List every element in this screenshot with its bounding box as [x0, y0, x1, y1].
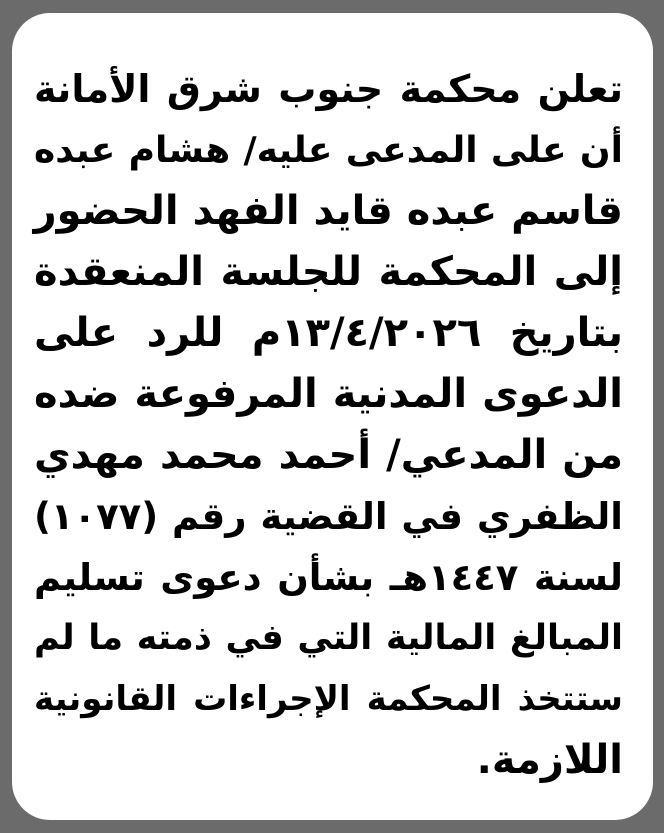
notice-line: أن على المدعى عليه/ هشام عبده [34, 130, 623, 171]
notice-card [12, 13, 653, 820]
notice-line: بتاريخ ١٣/٤/٢٠٢٦م للرد على [34, 310, 624, 356]
notice-line: الظفري في القضية رقم (١٠٧٧) [34, 495, 623, 538]
notice-line: قاسم عبده قايد الفهد الحضور [33, 188, 623, 234]
notice-line: لسنة ١٤٤٧هـ بشأن دعوى تسليم [34, 556, 623, 599]
notice-line: ستتخذ المحكمة الإجراءات القانونية [34, 679, 623, 719]
notice-line: تعلن محكمة جنوب شرق الأمانة [34, 67, 623, 111]
notice-line: من المدعي/ أحمد محمد مهدي [34, 432, 623, 478]
notice-line: الدعوى المدنية المرفوعة ضده [34, 371, 623, 417]
notice-line: المبالغ المالية التي في ذمته ما لم [34, 618, 623, 658]
notice-body [34, 59, 623, 791]
notice-line: إلى المحكمة للجلسة المنعقدة [34, 249, 623, 295]
notice-line: اللازمة. [476, 737, 623, 783]
